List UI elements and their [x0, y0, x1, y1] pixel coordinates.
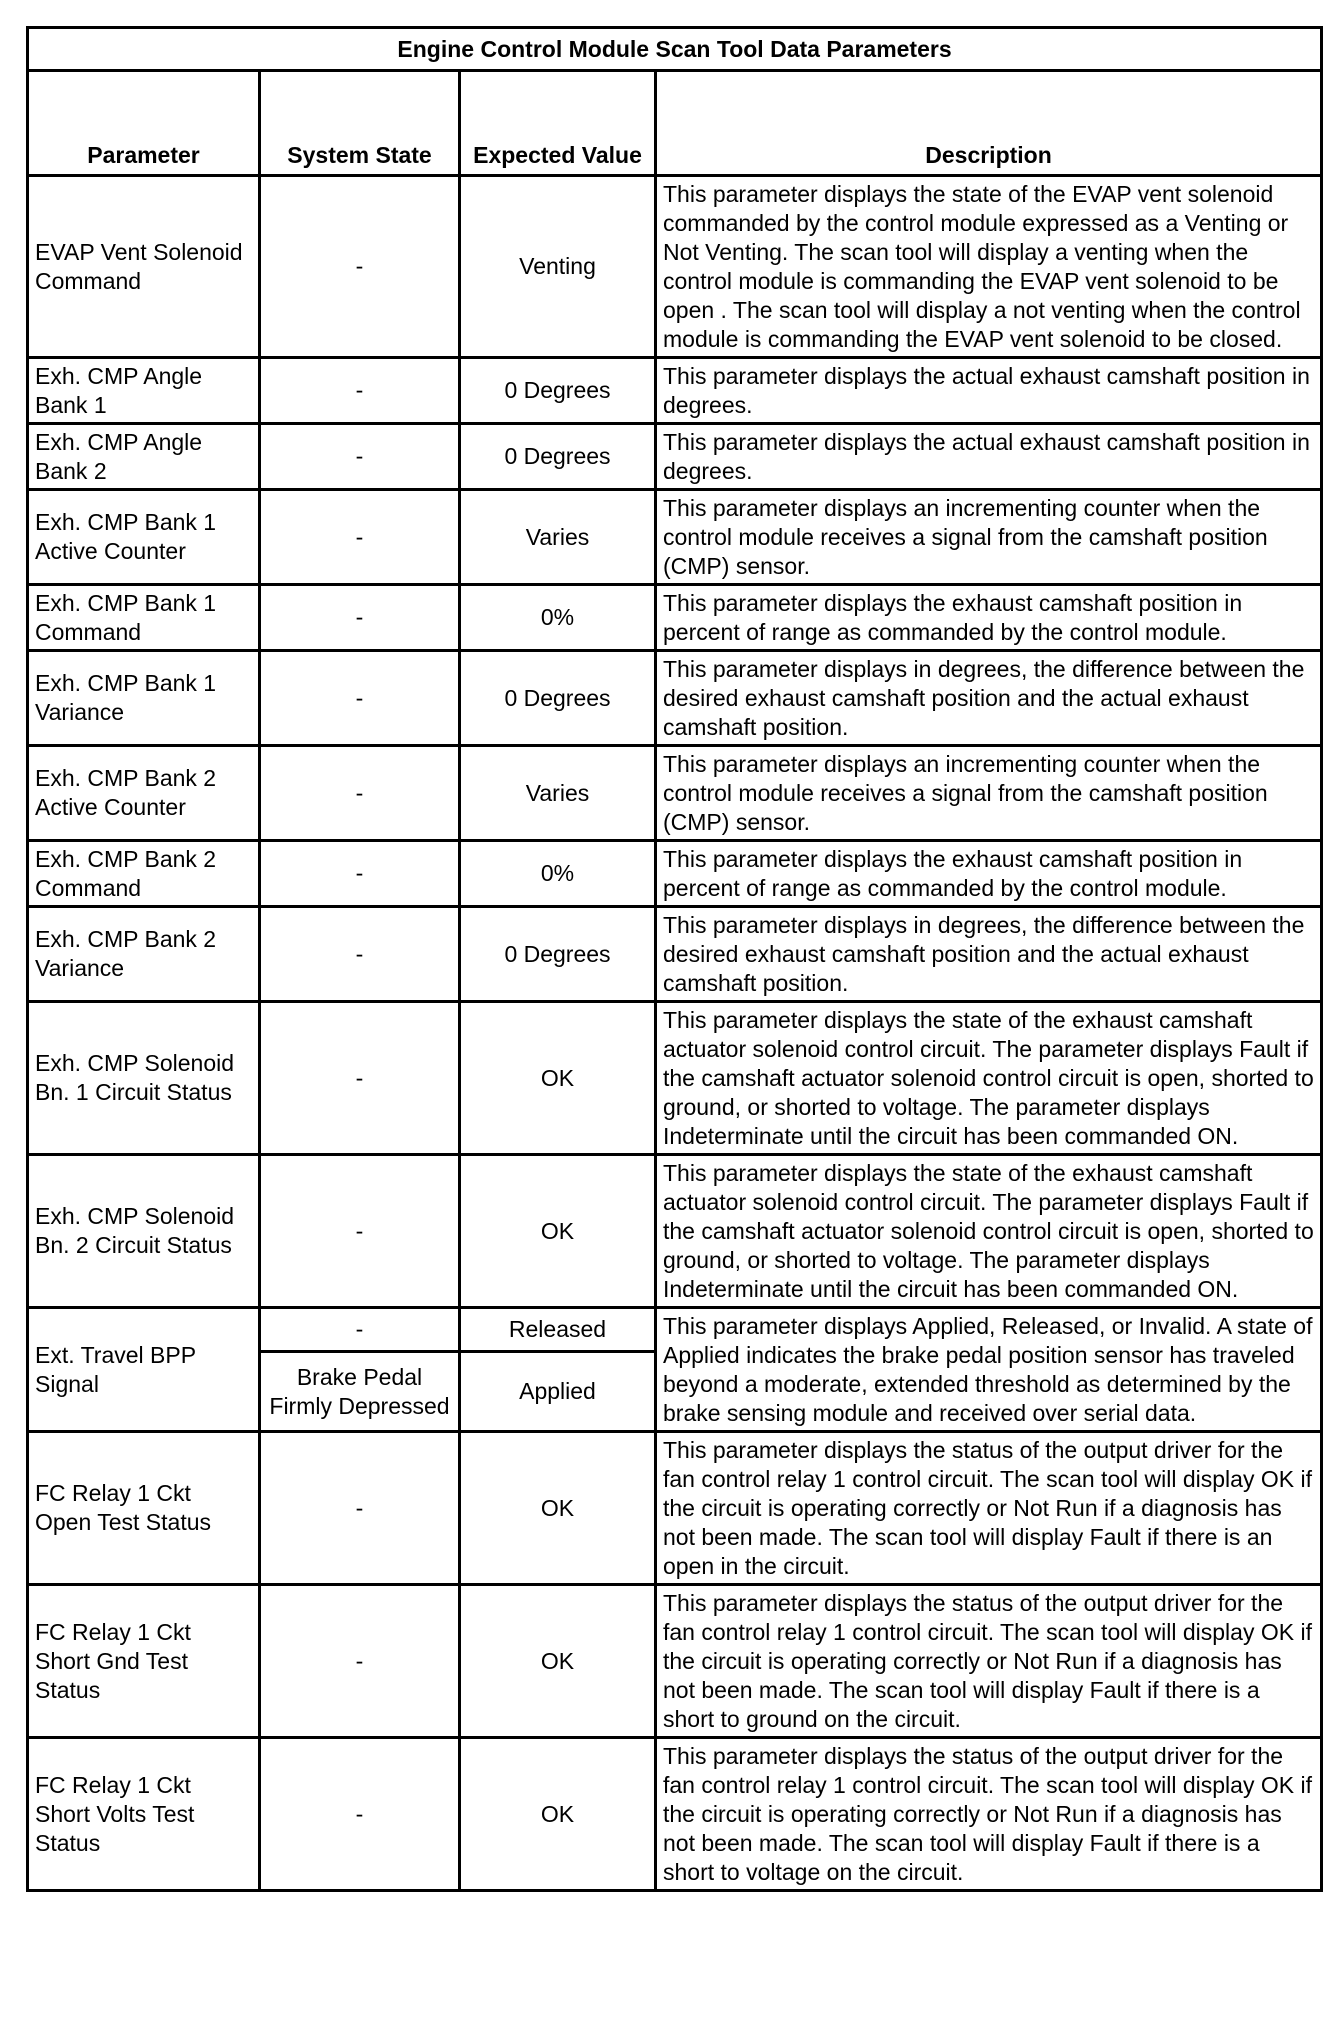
expected-value-cell: OK [460, 1585, 656, 1738]
description-cell: This parameter displays the actual exhaust camshaft position in degrees. [656, 424, 1322, 490]
system-state-cell: - [260, 1585, 460, 1738]
description-cell: This parameter displays the status of the output driver for the fan control relay 1 control circuit. The scan tool will display OK if the circuit is operating correctly or Not Run if a diagnosis has not been made. The scan tool will display Fault if there is a short to ground on the circuit. [656, 1585, 1322, 1738]
expected-value-cell: Applied [460, 1352, 656, 1432]
table-row [28, 1308, 1322, 1352]
table-row [28, 1155, 1322, 1308]
description-cell: This parameter displays the state of the exhaust camshaft actuator solenoid control circuit. The parameter displays Fault if the camshaft actuator solenoid control circuit is open, shorted to ground, or shorted to voltage. The parameter displays Indeterminate until the circuit has been commanded ON. [656, 1155, 1322, 1308]
system-state-cell: Brake Pedal Firmly Depressed [260, 1352, 460, 1432]
expected-value-cell: Venting [460, 176, 656, 358]
expected-value-cell: Varies [460, 746, 656, 841]
parameter-cell: Exh. CMP Angle Bank 2 [28, 424, 260, 490]
description-cell: This parameter displays in degrees, the difference between the desired exhaust camshaft position and the actual exhaust camshaft position. [656, 651, 1322, 746]
parameter-cell: Exh. CMP Bank 1 Active Counter [28, 490, 260, 585]
description-cell: This parameter displays the status of the output driver for the fan control relay 1 control circuit. The scan tool will display OK if the circuit is operating correctly or Not Run if a diagnosis has not been made. The scan tool will display Fault if there is a short to voltage on the circuit. [656, 1738, 1322, 1891]
parameter-cell: Exh. CMP Angle Bank 1 [28, 358, 260, 424]
system-state-cell: - [260, 1432, 460, 1585]
system-state-cell: - [260, 651, 460, 746]
document [26, 26, 1320, 1892]
description-cell: This parameter displays the exhaust camshaft position in percent of range as commanded by the control module. [656, 841, 1322, 907]
description-cell: This parameter displays an incrementing counter when the control module receives a signal from the camshaft position (CMP) sensor. [656, 746, 1322, 841]
title-row [28, 28, 1322, 71]
parameter-cell: FC Relay 1 Ckt Open Test Status [28, 1432, 260, 1585]
table-row [28, 841, 1322, 907]
table-row [28, 358, 1322, 424]
header-row [28, 71, 1322, 176]
table-row [28, 746, 1322, 841]
system-state-cell: - [260, 746, 460, 841]
header-system-state: System State [260, 71, 460, 176]
system-state-cell: - [260, 1308, 460, 1352]
parameter-cell: FC Relay 1 Ckt Short Gnd Test Status [28, 1585, 260, 1738]
system-state-cell: - [260, 585, 460, 651]
expected-value-cell: 0% [460, 841, 656, 907]
header-expected-value: Expected Value [460, 71, 656, 176]
expected-value-cell: OK [460, 1002, 656, 1155]
parameter-cell: EVAP Vent Solenoid Command [28, 176, 260, 358]
expected-value-cell: 0 Degrees [460, 907, 656, 1002]
description-cell: This parameter displays Applied, Released, or Invalid. A state of Applied indicates the brake pedal position sensor has traveled beyond a moderate, extended threshold as determined by the brake sensing module and received over serial data. [656, 1308, 1322, 1432]
table-row [28, 490, 1322, 585]
expected-value-cell: 0% [460, 585, 656, 651]
expected-value-cell: 0 Degrees [460, 358, 656, 424]
system-state-cell: - [260, 424, 460, 490]
system-state-cell: - [260, 1002, 460, 1155]
table-row [28, 1002, 1322, 1155]
table-title: Engine Control Module Scan Tool Data Parameters [28, 28, 1322, 71]
description-cell: This parameter displays in degrees, the difference between the desired exhaust camshaft position and the actual exhaust camshaft position. [656, 907, 1322, 1002]
system-state-cell: - [260, 358, 460, 424]
table-row [28, 424, 1322, 490]
table-row [28, 176, 1322, 358]
expected-value-cell: Released [460, 1308, 656, 1352]
expected-value-cell: OK [460, 1155, 656, 1308]
description-cell: This parameter displays the exhaust camshaft position in percent of range as commanded by the control module. [656, 585, 1322, 651]
table-row [28, 585, 1322, 651]
system-state-cell: - [260, 1738, 460, 1891]
description-cell: This parameter displays the state of the exhaust camshaft actuator solenoid control circuit. The parameter displays Fault if the camshaft actuator solenoid control circuit is open, shorted to ground, or shorted to voltage. The parameter displays Indeterminate until the circuit has been commanded ON. [656, 1002, 1322, 1155]
system-state-cell: - [260, 490, 460, 585]
description-cell: This parameter displays an incrementing counter when the control module receives a signal from the camshaft position (CMP) sensor. [656, 490, 1322, 585]
table-row [28, 907, 1322, 1002]
parameter-cell: Exh. CMP Bank 2 Command [28, 841, 260, 907]
header-description: Description [656, 71, 1322, 176]
scan-tool-data-table [26, 26, 1323, 1892]
description-cell: This parameter displays the state of the EVAP vent solenoid commanded by the control module expressed as a Venting or Not Venting. The scan tool will display a venting when the control module is commanding the EVAP vent solenoid to be open . The scan tool will display a not venting when the control module is commanding the EVAP vent solenoid to be closed. [656, 176, 1322, 358]
table-row [28, 1585, 1322, 1738]
parameter-cell: Exh. CMP Solenoid Bn. 2 Circuit Status [28, 1155, 260, 1308]
table-row [28, 1432, 1322, 1585]
parameter-cell: Exh. CMP Bank 2 Variance [28, 907, 260, 1002]
expected-value-cell: Varies [460, 490, 656, 585]
header-parameter: Parameter [28, 71, 260, 176]
parameter-cell: Exh. CMP Bank 2 Active Counter [28, 746, 260, 841]
description-cell: This parameter displays the actual exhaust camshaft position in degrees. [656, 358, 1322, 424]
expected-value-cell: 0 Degrees [460, 424, 656, 490]
table-row [28, 1738, 1322, 1891]
system-state-cell: - [260, 907, 460, 1002]
table-row [28, 651, 1322, 746]
system-state-cell: - [260, 841, 460, 907]
system-state-cell: - [260, 176, 460, 358]
parameter-cell: Exh. CMP Bank 1 Command [28, 585, 260, 651]
parameter-cell: Exh. CMP Bank 1 Variance [28, 651, 260, 746]
parameter-cell: FC Relay 1 Ckt Short Volts Test Status [28, 1738, 260, 1891]
description-cell: This parameter displays the status of the output driver for the fan control relay 1 control circuit. The scan tool will display OK if the circuit is operating correctly or Not Run if a diagnosis has not been made. The scan tool will display Fault if there is an open in the circuit. [656, 1432, 1322, 1585]
expected-value-cell: OK [460, 1432, 656, 1585]
system-state-cell: - [260, 1155, 460, 1308]
expected-value-cell: OK [460, 1738, 656, 1891]
parameter-cell: Exh. CMP Solenoid Bn. 1 Circuit Status [28, 1002, 260, 1155]
parameter-cell: Ext. Travel BPP Signal [28, 1308, 260, 1432]
expected-value-cell: 0 Degrees [460, 651, 656, 746]
